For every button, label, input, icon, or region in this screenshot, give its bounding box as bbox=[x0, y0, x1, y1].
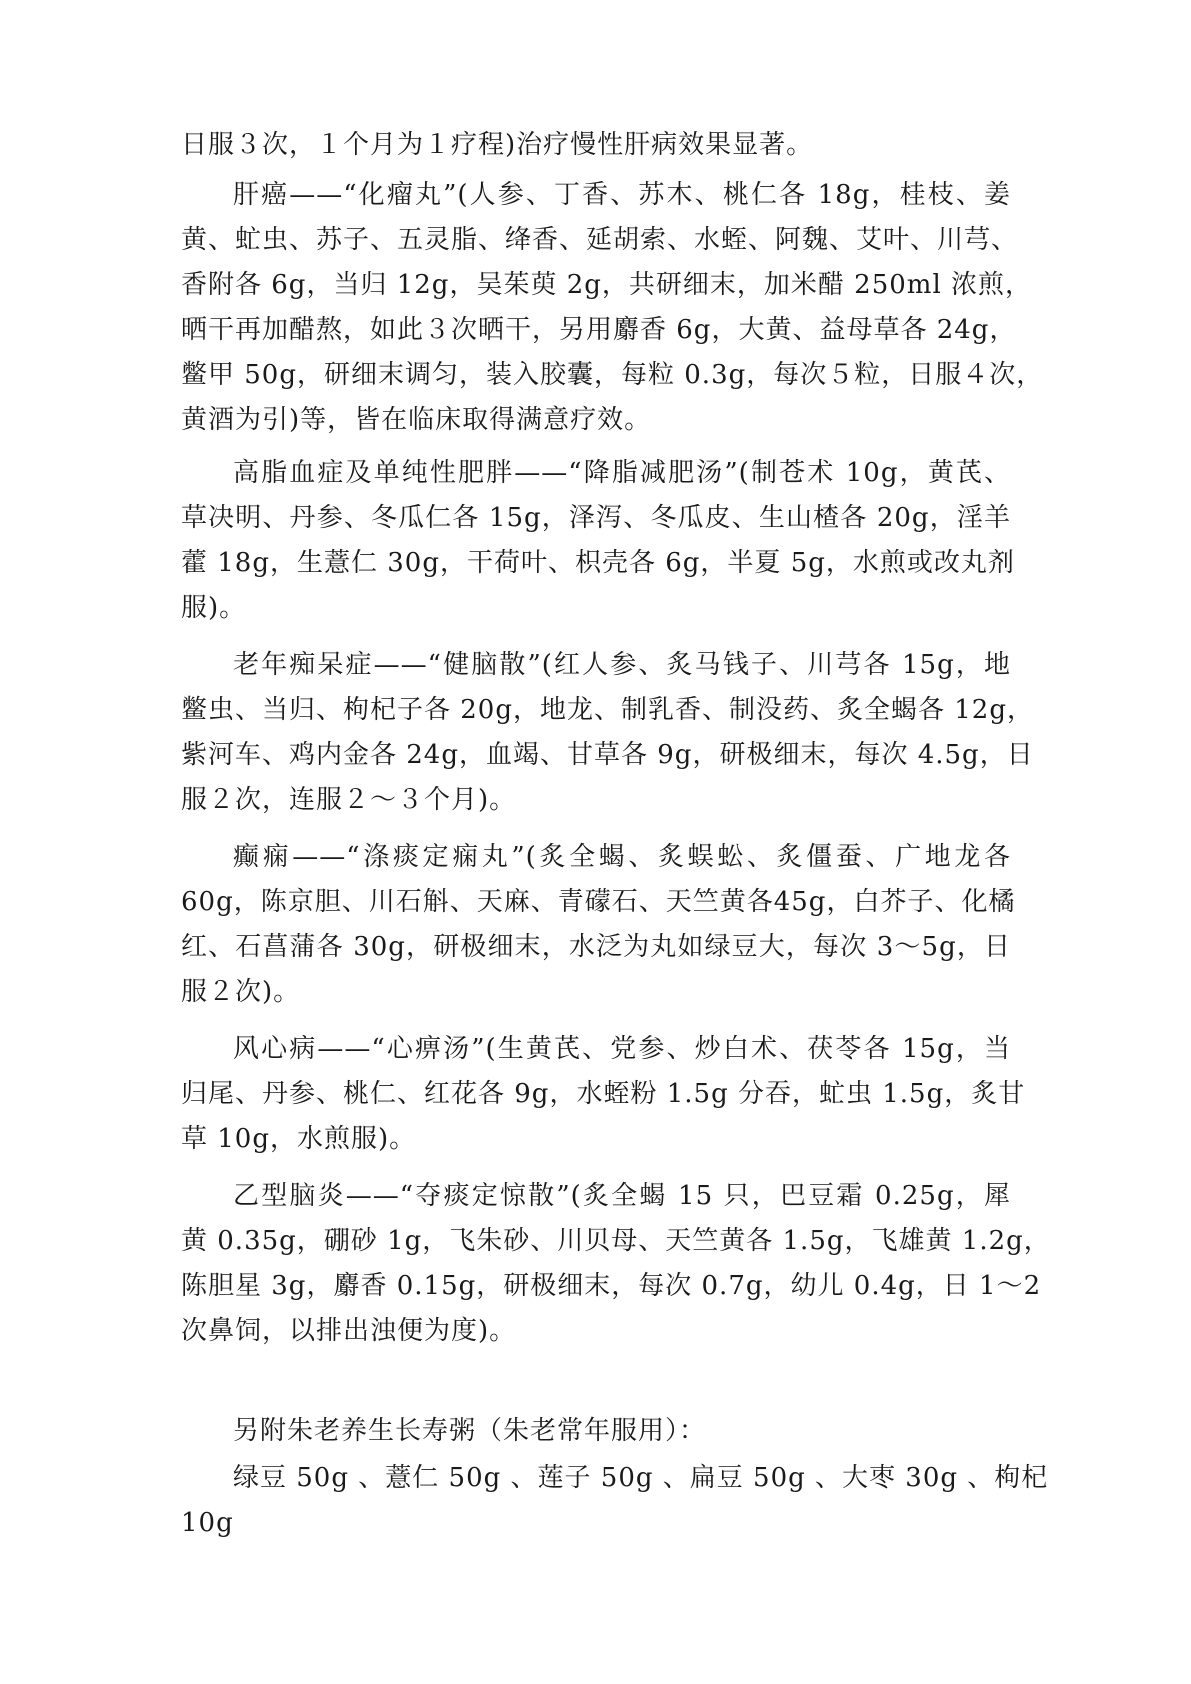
text-line: 服)。 bbox=[181, 593, 247, 623]
text-line: 黄 0.35g，硼砂 1g，飞朱砂、川贝母、天竺黄各 1.5g，飞雄黄 1.2g， bbox=[181, 1226, 1051, 1256]
text-line: 陈胆星 3g，麝香 0.15g，研极细末，每次 0.7g，幼儿 0.4g，日 1～2 bbox=[181, 1271, 1042, 1301]
text-line: 归尾、丹参、桃仁、红花各 9g，水蛭粉 1.5g 分吞，虻虫 1.5g，炙甘 bbox=[181, 1079, 1026, 1109]
text-line: 高脂血症及单纯性肥胖——“降脂减肥汤”(制苍术 10g，黄芪、 bbox=[233, 458, 1011, 488]
text-line: 老年痴呆症——“健脑散”(红人参、炙马钱子、川芎各 15g，地 bbox=[233, 650, 1011, 680]
text-line: 黄酒为引)等，皆在临床取得满意疗效。 bbox=[181, 405, 652, 435]
text-line: 藿 18g，生薏仁 30g，干荷叶、枳壳各 6g，半夏 5g，水煎或改丸剂 bbox=[181, 548, 1015, 578]
text-line: 香附各 6g，当归 12g，吴茱萸 2g，共研细末，加米醋 250ml 浓煎， bbox=[181, 270, 1033, 300]
text-line: 乙型脑炎——“夺痰定惊散”(炙全蝎 15 只，巴豆霜 0.25g，犀 bbox=[233, 1181, 1011, 1211]
text-line: 肝癌——“化瘤丸”(人参、丁香、苏木、桃仁各 18g，桂枝、姜 bbox=[233, 180, 1011, 210]
text-line: 绿豆 50g 、薏仁 50g 、莲子 50g 、扁豆 50g 、大枣 30g 、枸杞 bbox=[233, 1463, 1049, 1493]
text-line: 服２次)。 bbox=[181, 977, 301, 1007]
text-line: 日服３次，１个月为１疗程)治疗慢性肝病效果显著。 bbox=[181, 130, 814, 160]
text-line: 草 10g，水煎服)。 bbox=[181, 1124, 417, 1154]
text-line: 黄、虻虫、苏子、五灵脂、绛香、延胡索、水蛭、阿魏、艾叶、川芎、 bbox=[181, 225, 1019, 255]
text-line: 草决明、丹参、冬瓜仁各 15g，泽泻、冬瓜皮、生山楂各 20g，淫羊 bbox=[181, 503, 1011, 533]
text-line: 60g，陈京胆、川石斛、天麻、青礞石、天竺黄各45g，白芥子、化橘 bbox=[181, 887, 1016, 917]
section-heading: 另附朱老养生长寿粥（朱老常年服用）： bbox=[233, 1416, 707, 1446]
text-line: 红、石菖蒲各 30g，研极细末，水泛为丸如绿豆大，每次 3～5g，日 bbox=[181, 932, 1011, 962]
text-line: 次鼻饲，以排出浊便为度)。 bbox=[181, 1316, 517, 1346]
text-line: 紫河车、鸡内金各 24g，血竭、甘草各 9g，研极细末，每次 4.5g，日 bbox=[181, 740, 1034, 770]
text-line: 风心病——“心痹汤”(生黄芪、党参、炒白术、茯苓各 15g，当 bbox=[233, 1034, 1011, 1064]
text-line: 鳖甲 50g，研细末调匀，装入胶囊，每粒 0.3g，每次５粒，日服４次， bbox=[181, 360, 1044, 390]
text-line: 服２次，连服２～３个月)。 bbox=[181, 785, 517, 815]
text-line: 鳖虫、当归、枸杞子各 20g，地龙、制乳香、制没药、炙全蝎各 12g， bbox=[181, 695, 1034, 725]
text-line: 癫痫——“涤痰定痫丸”(炙全蝎、炙蜈蚣、炙僵蚕、广地龙各 bbox=[233, 842, 1011, 872]
text-line: 晒干再加醋熬，如此３次晒干，另用麝香 6g，大黄、益母草各 24g， bbox=[181, 315, 1017, 345]
text-line: 10g bbox=[181, 1508, 234, 1538]
